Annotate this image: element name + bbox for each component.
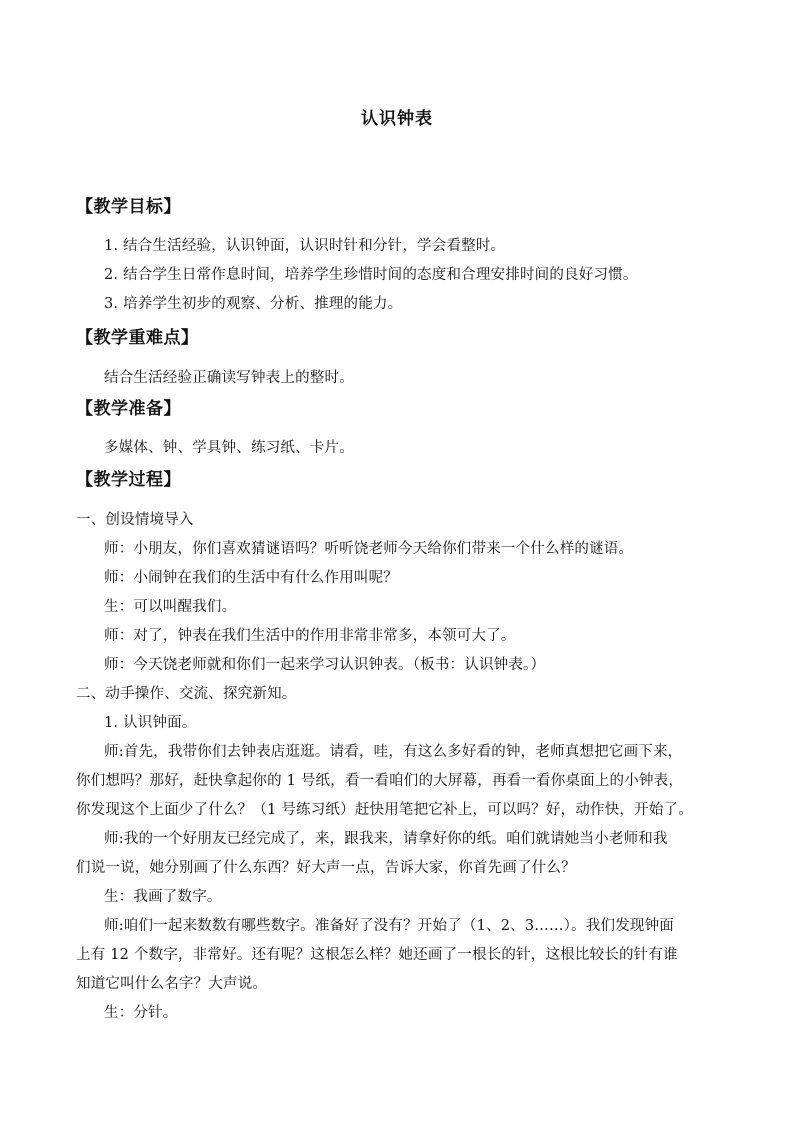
part1-line-1: 师：小朋友，你们喜欢猜谜语吗？听听饶老师今天给你们带来一个什么样的谜语。 xyxy=(104,541,634,557)
goal-item-2: 2. 结合学生日常作息时间，培养学生珍惜时间的态度和合理安排时间的良好习惯。 xyxy=(104,267,638,283)
part2-para1-line-2: 你们想吗？那好，赶快拿起你的 1 号纸，看一看咱们的大屏幕，再看一看你桌面上的小钟表， xyxy=(76,773,684,789)
heading-teaching-goals: 【教学目标】 xyxy=(76,197,181,217)
part2-para1-line-1: 师:首先，我带你们去钟表店逛逛。请看，哇，有这么多好看的钟，老师真想把它画下来， xyxy=(104,744,683,760)
part1-line-2: 师：小闹钟在我们的生活中有什么作用叫呢？ xyxy=(104,570,398,586)
part1-line-4: 师：对了，钟表在我们生活中的作用非常非常多，本领可大了。 xyxy=(104,628,516,644)
part2-para3-line-2: 上有 12 个数字，非常好。还有呢？这根怎么样？她还画了一根长的针，这根比较长的针有谁 xyxy=(76,947,678,963)
part2-para2-line-1: 师:我的一个好朋友已经完成了，来，跟我来，请拿好你的纸。咱们就请她当小老师和我 xyxy=(104,831,668,847)
part2-sub1: 1. 认识钟面。 xyxy=(104,715,197,731)
part1-line-5: 师：今天饶老师就和你们一起来学习认识钟表。（板书：认识钟表。） xyxy=(104,657,546,673)
part1-line-3: 生：可以叫醒我们。 xyxy=(104,599,237,615)
part2-para3-line-1: 师:咱们一起来数数有哪些数字。准备好了没有？开始了（1、2、3……）。我们发现钟面 xyxy=(104,918,675,934)
heading-process: 【教学过程】 xyxy=(76,470,181,490)
goal-item-3: 3. 培养学生初步的观察、分析、推理的能力。 xyxy=(104,296,403,312)
part2-line-3: 生：我画了数字。 xyxy=(104,889,222,905)
heading-preparation: 【教学准备】 xyxy=(76,399,181,419)
part2-para1-line-3: 你发现这个上面少了什么？（1 号练习纸）赶快用笔把它补上，可以吗？好，动作快，开始了。 xyxy=(76,802,693,818)
key-points-text: 结合生活经验正确读写钟表上的整时。 xyxy=(104,370,354,386)
page-title: 认识钟表 xyxy=(361,109,433,129)
part2-line-4: 生：分针。 xyxy=(104,1005,178,1021)
part2-para3-line-3: 知道它叫什么名字？大声说。 xyxy=(76,976,268,992)
preparation-text: 多媒体、钟、学具钟、练习纸、卡片。 xyxy=(104,440,354,456)
goal-item-1: 1. 结合生活经验，认识钟面，认识时针和分针，学会看整时。 xyxy=(104,238,506,254)
part2-para2-line-2: 们说一说，她分别画了什么东西？好大声一点，告诉大家，你首先画了什么？ xyxy=(76,860,576,876)
heading-key-points: 【教学重难点】 xyxy=(76,328,199,348)
part1-title: 一、创设情境导入 xyxy=(76,512,194,528)
part2-title: 二、动手操作、交流、探究新知。 xyxy=(76,686,297,702)
